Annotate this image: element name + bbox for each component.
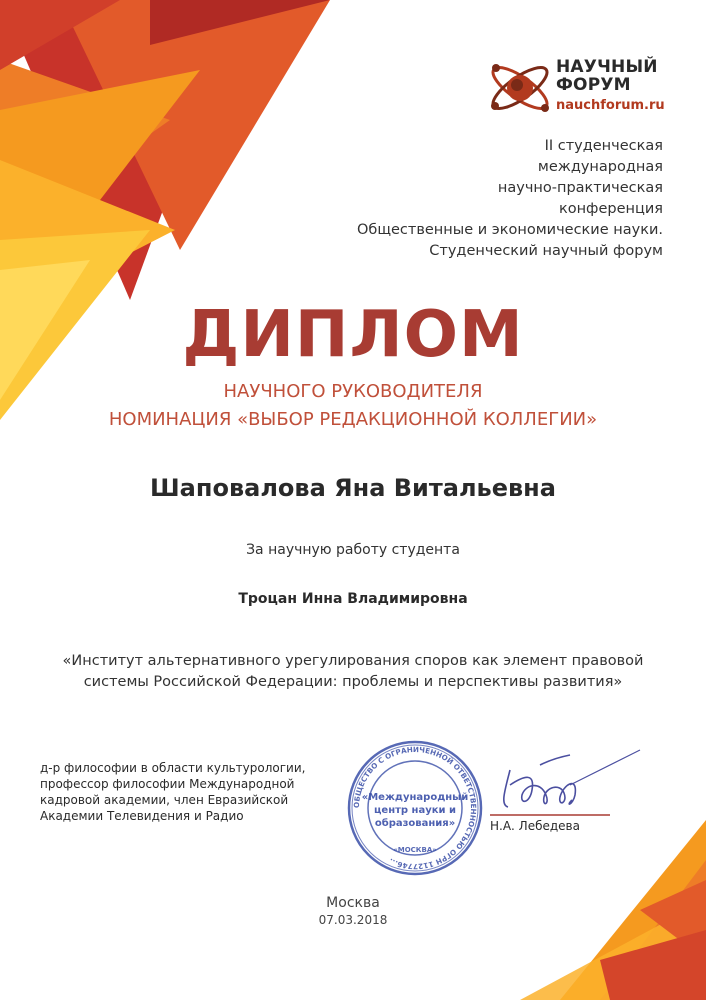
logo-title-line1: НАУЧНЫЙ (556, 57, 658, 77)
conference-line: II студенческая (544, 138, 663, 154)
conference-line: Общественные и экономические науки. (356, 222, 663, 238)
stamp-outer-text: ОБЩЕСТВО С ОГРАНИЧЕННОЙ ОТВЕТСТВЕННОСТЬЮ ОГРН 1127746... (351, 744, 479, 872)
regalia-line: Академии Телевидения и Радио (40, 809, 244, 823)
student-name: Троцан Инна Владимировна (238, 591, 468, 607)
globe-land (511, 79, 523, 91)
for-text: За научную работу студента (246, 542, 460, 558)
stamp-center-line3: образования» (374, 818, 456, 829)
diploma-title: ДИПЛОМ (182, 298, 524, 372)
stamp-center-line2: центр науки и (374, 805, 456, 816)
electron (492, 64, 500, 72)
official-stamp (345, 738, 485, 878)
signatory-name: Н.А. Лебедева (490, 819, 580, 833)
diploma-nomination: НОМИНАЦИЯ «ВЫБОР РЕДАКЦИОННОЙ КОЛЛЕГИИ» (108, 409, 598, 430)
stamp-city: «МОСКВА» (393, 846, 437, 854)
diploma-subtitle: НАУЧНОГО РУКОВОДИТЕЛЯ (223, 381, 483, 402)
handwritten-signature (480, 745, 650, 825)
conference-line: Студенческий научный форум (429, 243, 663, 259)
regalia-line: кадровой академии, член Евразийской (40, 793, 289, 807)
conference-line: конференция (558, 201, 663, 217)
regalia-line: д-р философии в области культурологии, (40, 761, 306, 775)
logo-title-line2: ФОРУМ (556, 75, 631, 95)
logo-title (556, 58, 658, 94)
footer-city: Москва (326, 895, 380, 911)
recipient-name: Шаповалова Яна Витальевна (150, 474, 556, 502)
stamp-center-line1: «Международный (361, 792, 469, 803)
electron (541, 104, 549, 112)
electron (491, 102, 499, 110)
conference-line: научно-практическая (497, 180, 663, 196)
regalia-line: профессор философии Международной (40, 777, 295, 791)
signatory-regalia (40, 760, 355, 824)
conference-info (243, 136, 663, 262)
conference-line: международная (537, 159, 663, 175)
logo-url: nauchforum.ru (556, 98, 665, 113)
atom-globe-icon (487, 61, 552, 116)
work-title: «Институт альтернативного урегулирования споров как элемент правовой системы Российской Федерации: проблемы и перспективы развития» (62, 653, 644, 690)
footer-date: 07.03.2018 (318, 913, 388, 927)
